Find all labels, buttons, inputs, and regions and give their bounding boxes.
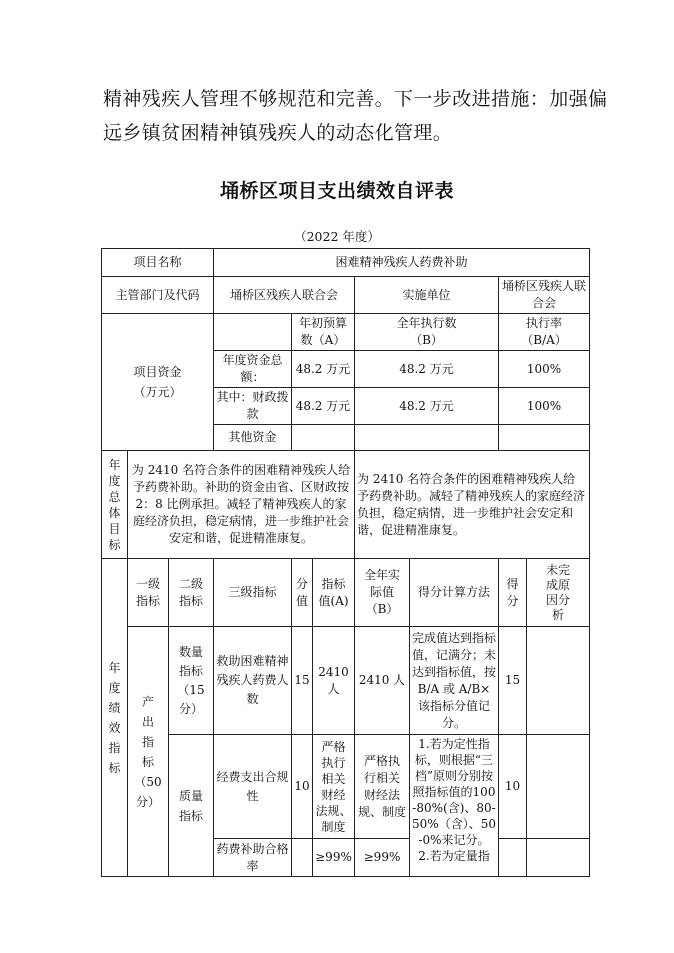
fiscal-budget: 48.2 万元	[292, 388, 355, 425]
fiscal-label: 其中：财政拨款	[214, 388, 292, 425]
other-rate	[499, 425, 590, 451]
output-label: 产 出 指 标 （50 分）	[128, 627, 169, 877]
other-budget	[292, 425, 355, 451]
goal-actual: 为 2410 名符合条件的困难精神残疾人给予药费补助。减轻了精神残疾人的家庭经济负担，稳定病情，进一步维护社会安定和谐，促进精准康复。	[355, 451, 590, 559]
header-level1: 一级 指标	[128, 559, 169, 627]
exec-header: 全年执行数 （B）	[355, 314, 499, 351]
other-exec	[355, 425, 499, 451]
performance-table	[101, 248, 590, 877]
total-rate: 100%	[499, 351, 590, 388]
budget-header: 年初预算数（A）	[292, 314, 355, 351]
fiscal-exec: 48.2 万元	[355, 388, 499, 425]
funds-blank-header	[214, 314, 292, 351]
other-label: 其他资金	[214, 425, 292, 451]
rate-header: 执行率 （B/A）	[499, 314, 590, 351]
impl-value: 埇桥区残疾人联合会	[499, 277, 590, 314]
row1-actual: 2410 人	[355, 627, 410, 735]
quality-label: 质量 指标	[169, 735, 214, 877]
dept-label: 主管部门及代码	[102, 277, 214, 314]
document-title: 埇桥区项目支出绩效自评表	[219, 180, 454, 202]
funds-label: 项目资金 （万元）	[102, 314, 214, 451]
row1-score: 15	[499, 627, 527, 735]
row3-reason	[527, 839, 590, 877]
year-label: （2022 年度）	[294, 229, 380, 244]
quantity-label: 数量 指标 （15 分）	[169, 627, 214, 735]
project-name-label: 项目名称	[102, 249, 214, 277]
row2-target: 严格 执行 相关 财经 法规、 制度	[313, 735, 355, 839]
row1-target: 2410 人	[313, 627, 355, 735]
row-annual-goal	[102, 451, 590, 559]
header-target: 指标 值(A)	[313, 559, 355, 627]
row2-name: 经费支出合规性	[214, 735, 292, 839]
dept-value: 埇桥区残疾人联合会	[214, 277, 355, 314]
row2-actual: 严格执 行相关 财经法 规、制度	[355, 735, 410, 839]
header-level2: 二级 指标	[169, 559, 214, 627]
row-quality-1	[102, 735, 590, 839]
row3-name: 药费补助合格率	[214, 839, 292, 877]
row-department	[102, 277, 590, 314]
header-score-value: 分 值	[292, 559, 313, 627]
perf-label: 年 度 绩 效 指 标	[102, 559, 128, 877]
intro-line-2: 远乡镇贫困精神镇残疾人的动态化管理。	[103, 122, 453, 144]
row1-value: 15	[292, 627, 313, 735]
row3-actual: ≥99%	[355, 839, 410, 877]
total-budget: 48.2 万元	[292, 351, 355, 388]
fiscal-rate: 100%	[499, 388, 590, 425]
header-actual: 全年实 际值（B）	[355, 559, 410, 627]
intro-text	[103, 82, 608, 150]
row2-value: 10	[292, 735, 313, 839]
row3-score	[499, 839, 527, 877]
impl-label: 实施单位	[355, 277, 499, 314]
project-name-value: 困难精神残疾人药费补助	[214, 249, 590, 277]
row1-reason	[527, 627, 590, 735]
goal-label: 年 度 总 体 目 标	[102, 451, 128, 559]
row2-score: 10	[499, 735, 527, 839]
header-score: 得 分	[499, 559, 527, 627]
total-label: 年度资金总额：	[214, 351, 292, 388]
header-method: 得分计算方法	[410, 559, 499, 627]
row1-name: 救助困难精神残疾人药费人数	[214, 627, 292, 735]
row3-value	[292, 839, 313, 877]
header-reason: 未完 成原 因分 析	[527, 559, 590, 627]
row2-reason	[527, 735, 590, 839]
row-quantity	[102, 627, 590, 735]
row-indicator-header	[102, 559, 590, 627]
quality-method: 1.若为定性指标，则根据“三档”原则分别按照指标值的100-80%(含)、80-50%（含）、50-0%来记分。 2.若为定量指	[410, 735, 499, 877]
row3-target: ≥99%	[313, 839, 355, 877]
total-exec: 48.2 万元	[355, 351, 499, 388]
header-level3: 三级指标	[214, 559, 292, 627]
row-project-name	[102, 249, 590, 277]
intro-line-1: 精神残疾人管理不够规范和完善。下一步改进措施：加强偏	[103, 88, 608, 110]
goal-plan: 为 2410 名符合条件的困难精神残疾人给予药费补助。补助的资金由省、区财政按 2：8 比例承担。减轻了精神残疾人的家庭经济负担，稳定病情，进一步维护社会安定和谐，促进精准康复。	[128, 451, 355, 559]
row1-method: 完成值达到指标值，记满分；未达到指标值，按 B/A 或 A/B×该指标分值记分。	[410, 627, 499, 735]
row-funds-header	[102, 314, 590, 351]
